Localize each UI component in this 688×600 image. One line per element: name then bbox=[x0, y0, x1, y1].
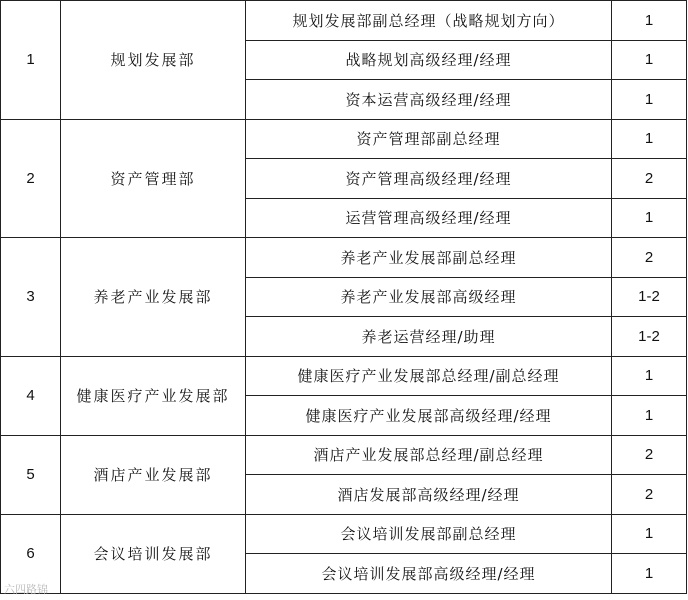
position-title: 养老产业发展部副总经理 bbox=[246, 238, 612, 278]
position-title: 规划发展部副总经理（战略规划方向） bbox=[246, 1, 612, 41]
position-count: 1 bbox=[612, 80, 687, 120]
department-number: 3 bbox=[1, 238, 61, 357]
table-row bbox=[1, 514, 687, 554]
position-title: 资本运营高级经理/经理 bbox=[246, 80, 612, 120]
table-row bbox=[1, 435, 687, 475]
table-row bbox=[1, 1, 687, 41]
department-name: 资产管理部 bbox=[61, 119, 246, 238]
position-title: 运营管理高级经理/经理 bbox=[246, 198, 612, 238]
position-title: 养老运营经理/助理 bbox=[246, 317, 612, 357]
position-count: 1 bbox=[612, 396, 687, 436]
position-count: 2 bbox=[612, 475, 687, 515]
table-row bbox=[1, 356, 687, 396]
watermark: 六四路锦 bbox=[4, 583, 48, 596]
department-name: 酒店产业发展部 bbox=[61, 435, 246, 514]
position-title: 酒店发展部高级经理/经理 bbox=[246, 475, 612, 515]
position-count: 1-2 bbox=[612, 277, 687, 317]
position-count: 1 bbox=[612, 356, 687, 396]
department-name: 养老产业发展部 bbox=[61, 238, 246, 357]
department-name: 健康医疗产业发展部 bbox=[61, 356, 246, 435]
position-title: 健康医疗产业发展部总经理/副总经理 bbox=[246, 356, 612, 396]
position-count: 1-2 bbox=[612, 317, 687, 357]
position-title: 养老产业发展部高级经理 bbox=[246, 277, 612, 317]
position-title: 资产管理部副总经理 bbox=[246, 119, 612, 159]
position-title: 战略规划高级经理/经理 bbox=[246, 40, 612, 80]
table-row bbox=[1, 119, 687, 159]
positions-table-body bbox=[1, 1, 687, 594]
position-count: 1 bbox=[612, 554, 687, 594]
position-count: 1 bbox=[612, 198, 687, 238]
department-name: 会议培训发展部 bbox=[61, 514, 246, 593]
department-number: 4 bbox=[1, 356, 61, 435]
position-count: 1 bbox=[612, 40, 687, 80]
position-count: 2 bbox=[612, 159, 687, 199]
position-title: 会议培训发展部高级经理/经理 bbox=[246, 554, 612, 594]
position-count: 2 bbox=[612, 238, 687, 278]
position-count: 1 bbox=[612, 119, 687, 159]
table-row bbox=[1, 238, 687, 278]
position-count: 2 bbox=[612, 435, 687, 475]
position-title: 资产管理高级经理/经理 bbox=[246, 159, 612, 199]
department-number: 5 bbox=[1, 435, 61, 514]
department-number: 6 bbox=[1, 514, 61, 593]
position-title: 酒店产业发展部总经理/副总经理 bbox=[246, 435, 612, 475]
department-number: 1 bbox=[1, 1, 61, 120]
position-title: 会议培训发展部副总经理 bbox=[246, 514, 612, 554]
position-title: 健康医疗产业发展部高级经理/经理 bbox=[246, 396, 612, 436]
department-name: 规划发展部 bbox=[61, 1, 246, 120]
department-number: 2 bbox=[1, 119, 61, 238]
position-count: 1 bbox=[612, 1, 687, 41]
position-count: 1 bbox=[612, 514, 687, 554]
